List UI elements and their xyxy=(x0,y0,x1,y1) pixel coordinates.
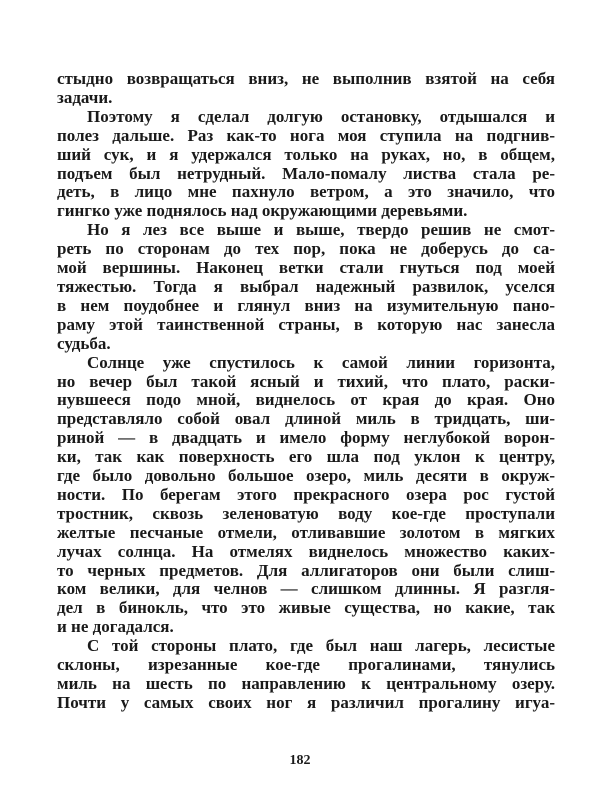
text-line: Почти у самых своих ног я различил прогалину игуа- xyxy=(57,692,555,712)
text-line: гингко уже поднялось над окружающими деревьями. xyxy=(57,201,468,221)
text-line: задачи. xyxy=(57,87,113,107)
text-line: ший сук, и я удержался только на руках, но, в общем, xyxy=(57,144,555,164)
text-line: Поэтому я сделал долгую остановку, отдышался и xyxy=(87,106,555,126)
text-line: стыдно возвращаться вниз, не выполнив взятой на себя xyxy=(57,69,555,88)
text-line: и не догадался. xyxy=(57,617,174,637)
text-line: риной — в двадцать и имело форму неглубокой ворон- xyxy=(57,428,555,448)
text-line: реть по сторонам до тех пор, пока не доберусь до са- xyxy=(57,239,555,259)
text-line: мой вершины. Наконец ветки стали гнуться под моей xyxy=(57,258,555,278)
text-line: Солнце уже спустилось к самой линии горизонта, xyxy=(87,352,555,372)
paragraph xyxy=(57,354,555,638)
text-line: С той стороны плато, где был наш лагерь, лесистые xyxy=(87,636,555,656)
paragraph xyxy=(57,108,555,221)
text-line: то черных предметов. Для аллигаторов они были слиш- xyxy=(57,560,555,580)
paragraph xyxy=(57,221,555,353)
text-line: Но я лез все выше и выше, твердо решив не смот- xyxy=(87,220,555,240)
text-line: деть, в лицо мне пахнуло ветром, а это значило, что xyxy=(57,182,555,202)
text-line: желтые песчаные отмели, отливавшие золотом в мягких xyxy=(57,522,555,542)
text-line: полез дальше. Раз как-то нога моя ступила на подгнив- xyxy=(57,125,555,145)
text-line: лучах солнца. На отмелях виднелось множество каких- xyxy=(57,541,555,561)
page-number: 182 xyxy=(289,753,311,768)
text-line: тяжестью. Тогда я выбрал надежный развилок, уселся xyxy=(57,276,555,296)
text-line: ности. По берегам этого прекрасного озера рос густой xyxy=(57,484,555,504)
text-line: нувшееся подо мной, виднелось от края до края. Оно xyxy=(57,390,555,410)
text-line: судьба. xyxy=(57,333,111,353)
page-body-text xyxy=(57,70,555,713)
text-line: дел в бинокль, что это живые существа, но какие, так xyxy=(57,598,555,618)
paragraph xyxy=(57,637,555,713)
text-line: тростник, сквозь зеленоватую воду кое-где проступали xyxy=(57,503,555,523)
text-line: представляло собой овал длиной миль в тридцать, ши- xyxy=(57,409,555,429)
text-line: раму этой таинственной страны, в которую нас занесла xyxy=(57,314,555,334)
text-line: подъем был нетрудный. Мало-помалу листва стала ре- xyxy=(57,163,555,183)
text-line: ком велики, для челнов — слишком длинны. Я разгля- xyxy=(57,579,555,599)
text-line: миль на шесть по направлению к центральному озеру. xyxy=(57,674,555,693)
text-line: в нем поудобнее и глянул вниз на изумительную пано- xyxy=(57,295,555,315)
text-line: ки, так как поверхность его шла под уклон к центру, xyxy=(57,447,555,467)
text-line: склоны, изрезанные кое-где прогалинами, тянулись xyxy=(57,655,555,675)
text-line: но вечер был такой ясный и тихий, что плато, раски- xyxy=(57,371,555,391)
paragraph xyxy=(57,70,555,108)
text-line: где было довольно большое озеро, миль десяти в окруж- xyxy=(57,466,555,486)
